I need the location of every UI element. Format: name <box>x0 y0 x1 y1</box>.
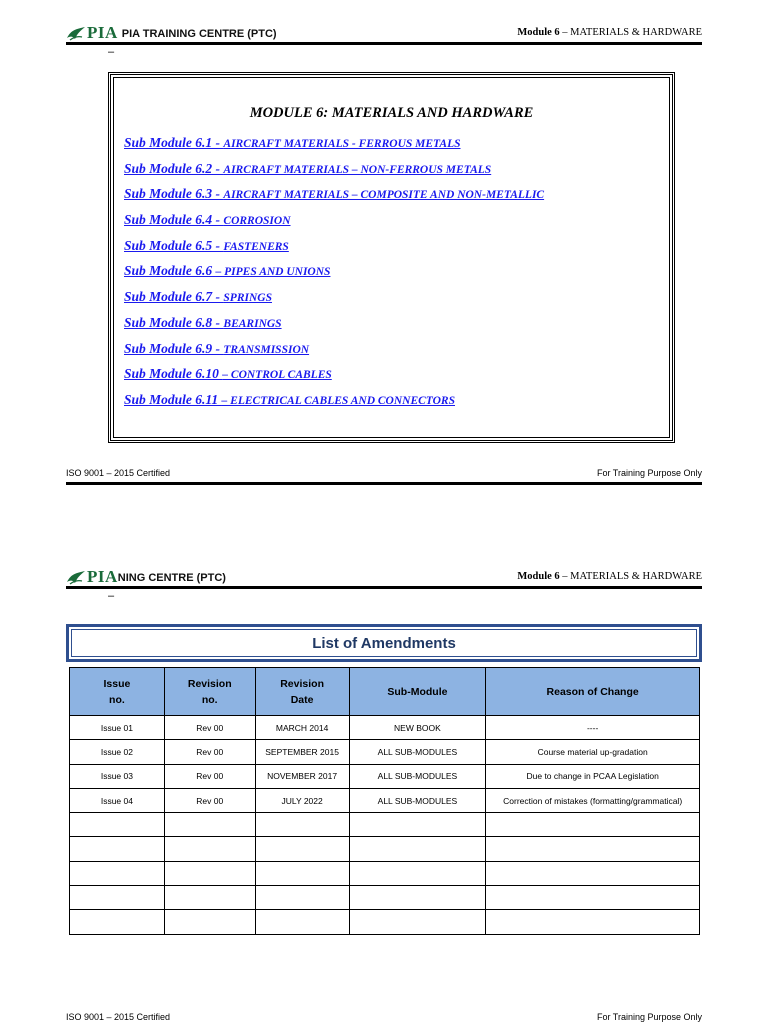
pia-logo <box>66 22 277 42</box>
table-cell: ---- <box>486 716 700 740</box>
header-line-2: no. <box>109 693 125 706</box>
table-cell: Rev 00 <box>164 764 255 788</box>
submodule-number: Sub Module 6.1 - <box>124 135 224 150</box>
submodule-number: Sub Module 6.10 <box>124 366 223 382</box>
footer-iso: ISO 9001 – 2015 Certified <box>66 1012 171 1022</box>
module-name: MATERIALS & HARDWARE <box>570 571 702 582</box>
table-cell <box>486 813 700 837</box>
submodule-number: Sub Module 6.6 <box>124 263 216 279</box>
header-line-1: Revision <box>187 677 232 690</box>
table-row <box>70 716 700 740</box>
table-row <box>70 837 700 861</box>
table-cell: SEPTEMBER 2015 <box>255 740 349 764</box>
table-cell <box>349 813 486 837</box>
submodule-link[interactable] <box>124 236 544 262</box>
table-cell: Issue 01 <box>70 716 165 740</box>
amendments-title-box <box>66 624 702 662</box>
table-cell <box>164 813 255 837</box>
column-header <box>70 668 165 716</box>
submodule-name: – ELECTRICAL CABLES AND CONNECTORS <box>221 394 455 407</box>
pia-bird-icon <box>66 26 86 42</box>
footer-rule <box>66 482 702 485</box>
column-header <box>486 668 700 716</box>
module-sep: – <box>559 27 571 38</box>
page-header <box>66 22 702 44</box>
table-cell <box>349 910 486 934</box>
table-cell <box>164 910 255 934</box>
submodule-link[interactable] <box>124 390 544 416</box>
header-line-2: Date <box>290 693 314 706</box>
header-line-1: Reason of Change <box>546 685 639 698</box>
module-heading <box>517 27 702 38</box>
table-cell: ALL SUB-MODULES <box>349 764 486 788</box>
table-cell: Rev 00 <box>164 788 255 812</box>
submodule-name: – PIPES AND UNIONS <box>215 266 331 279</box>
table-cell: NEW BOOK <box>349 716 486 740</box>
table-cell <box>349 837 486 861</box>
table-cell <box>70 910 165 934</box>
table-cell <box>486 910 700 934</box>
header-line-1: Revision <box>280 677 324 690</box>
submodule-number: Sub Module 6.11 <box>124 391 222 407</box>
page-2 <box>0 544 768 1024</box>
submodule-name: AIRCRAFT MATERIALS – NON-FERROUS METALS <box>223 163 492 176</box>
submodule-link[interactable] <box>124 261 544 287</box>
table-cell <box>255 886 349 910</box>
header-line-1: Sub-Module <box>387 685 448 698</box>
submodule-name: AIRCRAFT MATERIALS – COMPOSITE AND NON-METALLIC <box>223 189 545 202</box>
submodule-number: Sub Module 6.5 - <box>124 237 224 253</box>
table-cell: Due to change in PCAA Legislation <box>486 764 700 788</box>
table-cell: NOVEMBER 2017 <box>255 764 349 788</box>
column-header <box>255 668 349 716</box>
submodule-name: FASTENERS <box>223 240 289 253</box>
pia-bird-icon <box>66 570 86 586</box>
centre-name: PIA TRAINING CENTRE (PTC) <box>121 28 277 40</box>
header-rule <box>66 42 702 45</box>
submodule-list <box>124 133 544 416</box>
table-header-row <box>70 668 700 716</box>
module-contents-box <box>108 72 675 443</box>
logo-text: PIA <box>87 23 118 42</box>
logo-text: PIA <box>87 567 118 586</box>
table-cell <box>255 837 349 861</box>
submodule-name: – CONTROL CABLES <box>222 369 332 382</box>
submodule-link[interactable] <box>124 184 544 210</box>
table-row <box>70 910 700 934</box>
footer-purpose: For Training Purpose Only <box>596 1012 702 1022</box>
submodule-name: TRANSMISSION <box>223 343 310 356</box>
submodule-number: Sub Module 6.2 - <box>124 160 224 176</box>
table-row <box>70 740 700 764</box>
module-name: MATERIALS & HARDWARE <box>570 27 702 38</box>
table-cell: Rev 00 <box>164 716 255 740</box>
table-cell <box>70 886 165 910</box>
table-row <box>70 813 700 837</box>
table-cell: Issue 04 <box>70 788 165 812</box>
table-cell: Issue 02 <box>70 740 165 764</box>
table-body <box>70 716 700 935</box>
submodule-link[interactable] <box>124 159 544 185</box>
table-cell <box>70 837 165 861</box>
table-cell: ALL SUB-MODULES <box>349 788 486 812</box>
table-cell <box>486 861 700 885</box>
table-cell <box>164 837 255 861</box>
table-cell: Correction of mistakes (formatting/grammatical) <box>486 788 700 812</box>
header-dash: – <box>108 46 115 58</box>
submodule-name: AIRCRAFT MATERIALS - FERROUS METALS <box>223 138 461 150</box>
header-dash: – <box>108 590 115 602</box>
pia-logo <box>66 566 226 586</box>
submodule-link[interactable] <box>124 287 544 313</box>
table-cell <box>349 861 486 885</box>
table-cell <box>255 910 349 934</box>
table-cell: Issue 03 <box>70 764 165 788</box>
table-cell <box>255 813 349 837</box>
column-header <box>349 668 486 716</box>
submodule-number: Sub Module 6.4 - <box>124 212 224 228</box>
table-cell: ALL SUB-MODULES <box>349 740 486 764</box>
submodule-link[interactable] <box>124 364 544 390</box>
header-rule <box>66 586 702 589</box>
amendments-table <box>69 667 700 935</box>
header-line-2: no. <box>201 693 218 706</box>
amendments-title: List of Amendments <box>312 634 456 652</box>
submodule-number: Sub Module 6.7 - <box>124 289 224 305</box>
submodule-number: Sub Module 6.8 - <box>124 314 224 330</box>
table-row <box>70 788 700 812</box>
table-row <box>70 861 700 885</box>
table-cell <box>70 861 165 885</box>
table-row <box>70 886 700 910</box>
table-row <box>70 764 700 788</box>
table-cell <box>164 861 255 885</box>
submodule-link[interactable] <box>124 339 544 365</box>
table-cell <box>255 861 349 885</box>
module-sep: – <box>559 571 571 582</box>
header-line-1: Issue <box>103 677 131 690</box>
module-heading <box>517 571 702 582</box>
table-cell <box>70 813 165 837</box>
table-cell <box>164 886 255 910</box>
page-header <box>66 566 702 588</box>
module-label: Module 6 <box>517 571 560 582</box>
table-cell: JULY 2022 <box>255 788 349 812</box>
submodule-link[interactable] <box>124 313 544 339</box>
table-cell: Course material up-gradation <box>486 740 700 764</box>
table-cell <box>486 886 700 910</box>
table-cell <box>486 837 700 861</box>
submodule-number: Sub Module 6.9 - <box>124 340 224 356</box>
submodule-name: CORROSION <box>223 215 291 228</box>
submodule-name: BEARINGS <box>223 317 282 330</box>
submodule-number: Sub Module 6.3 - <box>124 186 224 202</box>
submodule-link[interactable] <box>124 210 544 236</box>
submodule-name: SPRINGS <box>223 292 272 305</box>
column-header <box>164 668 255 716</box>
module-title: MODULE 6: MATERIALS AND HARDWARE <box>249 105 534 121</box>
table-cell <box>349 886 486 910</box>
footer-iso: ISO 9001 – 2015 Certified <box>66 468 171 478</box>
footer-purpose: For Training Purpose Only <box>596 468 702 478</box>
submodule-link[interactable] <box>124 133 544 159</box>
table-cell: Rev 00 <box>164 740 255 764</box>
module-label: Module 6 <box>517 27 560 38</box>
table-cell: MARCH 2014 <box>255 716 349 740</box>
centre-name: NING CENTRE (PTC) <box>117 572 226 584</box>
